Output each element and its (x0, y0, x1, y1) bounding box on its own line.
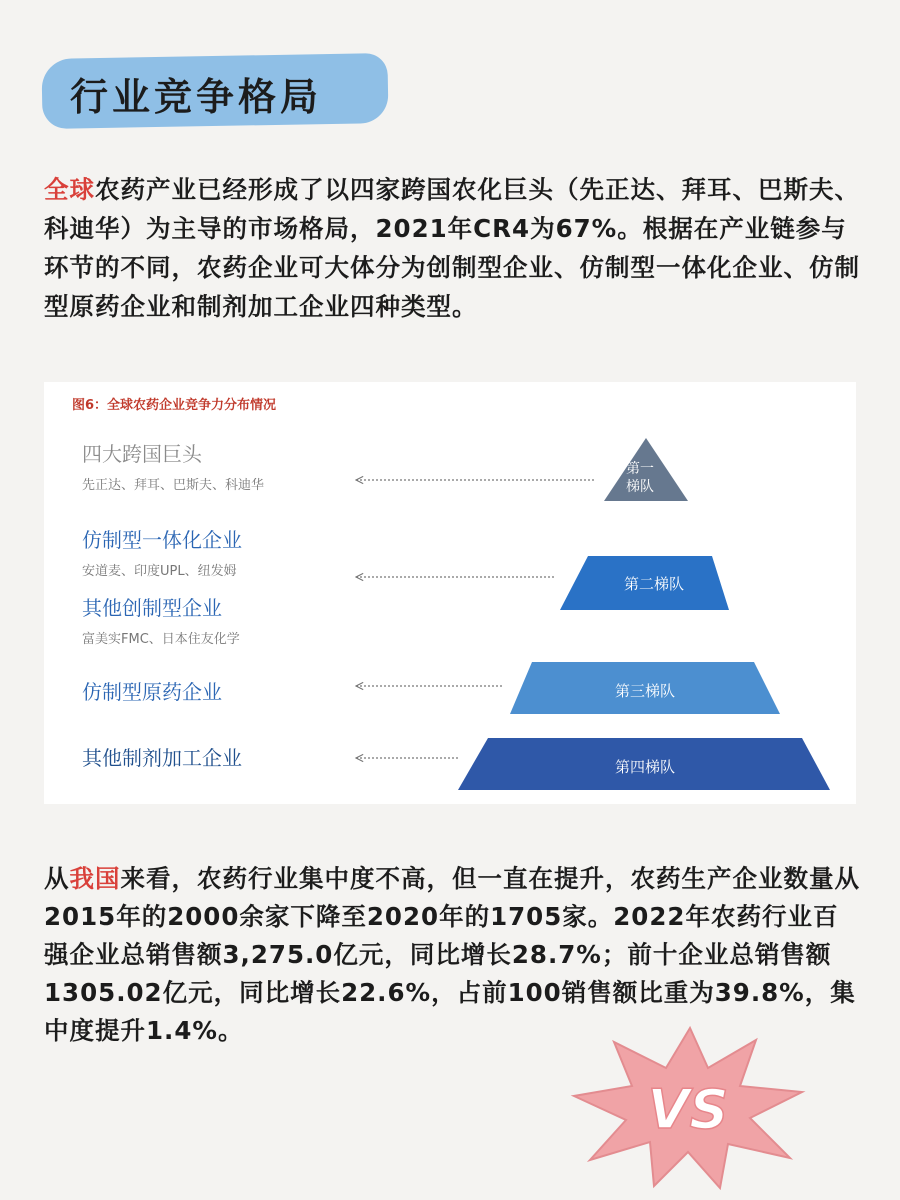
intro-highlight: 全球 (44, 175, 95, 204)
domestic-highlight: 我国 (69, 864, 121, 893)
group-members-generic-integrated: 安道麦、印度UPL、纽发姆 (82, 564, 237, 579)
tier-4-label: 第四梯队 (614, 758, 675, 776)
group-members-giants: 先正达、拜耳、巴斯夫、科迪华 (82, 478, 265, 493)
page-title: 行业竞争格局 (70, 75, 323, 119)
group-name-giants: 四大跨国巨头 (82, 442, 202, 466)
tier-2-label: 第二梯队 (623, 575, 684, 593)
tier-3-label: 第三梯队 (614, 682, 675, 700)
vs-text: VS (647, 1078, 729, 1141)
domestic-pre: 从 (44, 864, 70, 893)
group-name-other-innovative: 其他创制型企业 (82, 596, 222, 620)
group-name-generic-integrated: 仿制型一体化企业 (82, 528, 242, 552)
vs-sticker (570, 1020, 810, 1190)
intro-text: 农药产业已经形成了以四家跨国农化巨头（先正达、拜耳、巴斯夫、科迪华）为主导的市场格局，2021年CR4为67%。根据在产业链参与环节的不同，农药企业可大体分为创制型企业、仿制型一体化企业、仿制型原药企业和制剂加工企业四种类型。 (44, 175, 860, 321)
tier-1-label: 第一 梯队 (626, 461, 654, 495)
group-name-formulation: 其他制剂加工企业 (82, 746, 242, 770)
figure-title: 图6：全球农药企业竞争力分布情况 (72, 398, 277, 413)
pyramid-figure (44, 382, 856, 804)
title-banner (42, 56, 388, 126)
domestic-text: 来看，农药行业集中度不高，但一直在提升，农药生产企业数量从2015年的2000余家下降至2020年的1705家。2022年农药行业百强企业总销售额3,275.0亿元，同比增长28.7%；前十企业总销售额1305.02亿元，同比增长22.6%，占前100销售额比重为39.8%，集中度提升1.4%。 (44, 864, 860, 1045)
group-name-generic-tech: 仿制型原药企业 (82, 680, 222, 704)
intro-paragraph (44, 170, 860, 326)
group-members-other-innovative: 富美实FMC、日本住友化学 (82, 632, 240, 647)
